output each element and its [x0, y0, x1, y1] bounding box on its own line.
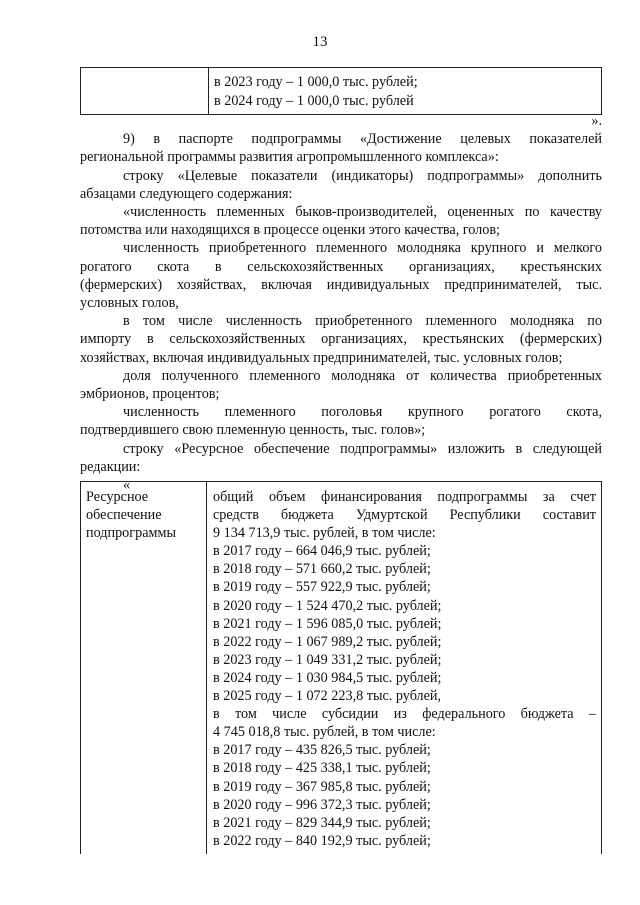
paragraph-line: эмбрионов, процентов; [80, 386, 220, 403]
table-line: в 2022 году – 1 067 989,2 тыс. рублей; [213, 633, 442, 650]
paragraph-line: доля полученного племенного молодняка от количества приобретенных [123, 367, 602, 384]
paragraph-line: абзацами следующего содержания: [80, 185, 293, 202]
table-line: в 2020 году – 996 372,3 тыс. рублей; [213, 796, 431, 813]
paragraph-line: численность племенного поголовья крупного рогатого скота, [123, 404, 602, 421]
resource-table-label: Ресурсное обеспечение подпрограммы [81, 482, 207, 854]
paragraph-line: «численность племенных быков-производителей, оцененных по качеству [123, 204, 602, 221]
paragraph-line: (фермерских) хозяйствах, включая индивидуальных предпринимателей, тыс. [80, 276, 602, 293]
table-line: в 2024 году – 1 000,0 тыс. рублей [214, 93, 414, 109]
table-line: в 2018 году – 571 660,2 тыс. рублей; [213, 561, 431, 578]
table-line: в 2021 году – 829 344,9 тыс. рублей; [213, 814, 431, 831]
table-line: в 2021 году – 1 596 085,0 тыс. рублей; [213, 615, 442, 632]
table-line: в 2022 году – 840 192,9 тыс. рублей; [213, 832, 431, 849]
page-number: 13 [312, 34, 328, 50]
table-line: 9 134 713,9 тыс. рублей, в том числе: [213, 525, 436, 542]
table-line: в том числе субсидии из федерального бюджета – [213, 706, 596, 723]
closing-quote: ». [591, 113, 602, 129]
table-line: в 2024 году – 1 030 984,5 тыс. рублей; [213, 669, 442, 686]
table-line: в 2020 году – 1 524 470,2 тыс. рублей; [213, 597, 442, 614]
table-line: в 2017 году – 664 046,9 тыс. рублей; [213, 543, 431, 560]
continued-table [80, 67, 602, 115]
table-line: в 2019 году – 367 985,8 тыс. рублей; [213, 778, 431, 795]
table-line: в 2019 году – 557 922,9 тыс. рублей; [213, 579, 431, 596]
paragraph-line: подтвердившего свою племенную ценность, тыс. голов»; [80, 422, 426, 439]
paragraph-line: строку «Целевые показатели (индикаторы) подпрограммы» дополнить [123, 167, 602, 184]
paragraph-line: в том числе численность приобретенного племенного молодняка по [123, 313, 602, 330]
table-line: в 2023 году – 1 049 331,2 тыс. рублей; [213, 651, 442, 668]
paragraph-line: региональной программы развития агропромышленного комплекса»: [80, 149, 499, 166]
table-line: в 2025 году – 1 072 223,8 тыс. рублей, [213, 688, 442, 705]
paragraph-line: редакции: [80, 458, 141, 475]
paragraph-line: условных голов, [80, 295, 179, 312]
paragraph-line: рогатого скота в сельскохозяйственных организациях, крестьянских [80, 258, 602, 275]
table-line: в 2018 году – 425 338,1 тыс. рублей; [213, 760, 431, 777]
paragraph-line: импорту в сельскохозяйственных организациях, крестьянских (фермерских) [80, 331, 602, 348]
table-line: в 2017 году – 435 826,5 тыс. рублей; [213, 742, 431, 759]
table-line: 4 745 018,8 тыс. рублей, в том числе: [213, 724, 436, 741]
resource-table [80, 481, 602, 854]
continued-table-value-cell [209, 68, 602, 115]
table-line: средств бюджета Удмуртской Республики составит [213, 507, 596, 524]
table-line: в 2023 году – 1 000,0 тыс. рублей; [214, 74, 418, 90]
paragraph-line: хозяйствах, включая индивидуальных предпринимателей, тыс. условных голов; [80, 349, 563, 366]
continued-table-label-cell [81, 68, 209, 115]
resource-table-value-cell [207, 482, 602, 854]
document-body [80, 112, 602, 494]
paragraph-line: потомства или находящихся в процессе оценки этого качества, голов; [80, 222, 500, 239]
opening-quote: « [123, 477, 131, 494]
table-line: общий объем финансирования подпрограммы за счет [213, 489, 596, 505]
paragraph-line: 9) в паспорте подпрограммы «Достижение целевых показателей [123, 131, 602, 148]
paragraph-line: численность приобретенного племенного молодняка крупного и мелкого [123, 240, 602, 257]
paragraph-line: строку «Ресурсное обеспечение подпрограммы» изложить в следующей [123, 440, 602, 457]
